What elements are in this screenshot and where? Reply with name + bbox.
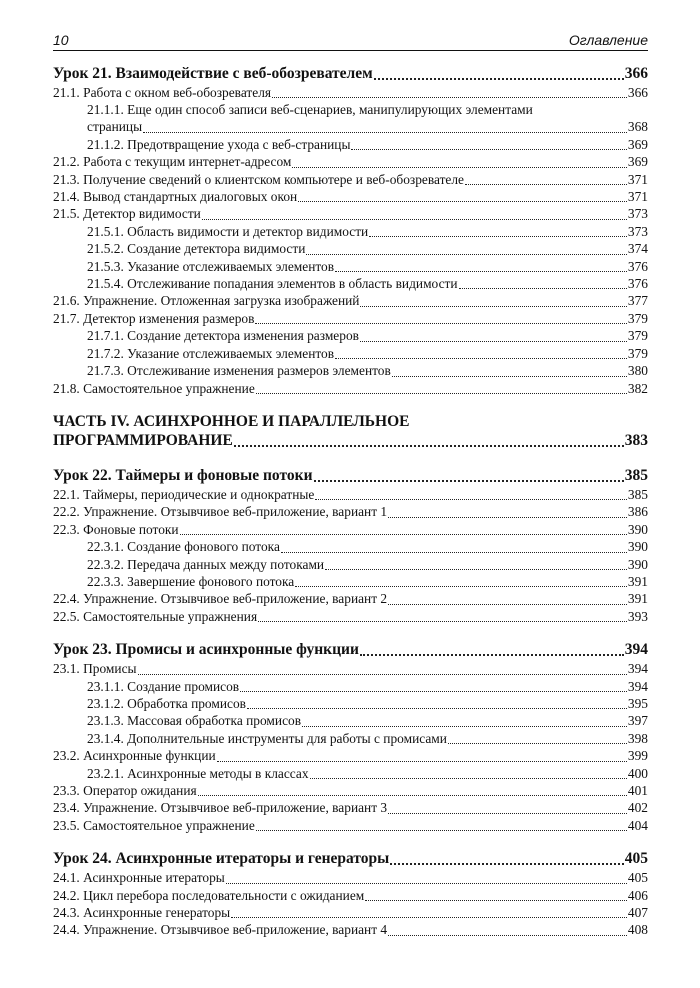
toc-section-entry[interactable] — [53, 486, 648, 503]
dot-leader — [306, 254, 627, 255]
toc-section-entry[interactable] — [53, 205, 648, 222]
toc-section-entry[interactable] — [53, 84, 648, 101]
toc-entry-title: 23.5. Самостоятельное упражнение — [53, 817, 255, 833]
toc-entry-page: 406 — [627, 887, 648, 903]
dot-leader — [459, 288, 627, 289]
toc-subsection-entry[interactable] — [53, 573, 648, 590]
page-number: 10 — [53, 32, 69, 48]
dot-leader — [231, 917, 627, 918]
toc-subsection-entry[interactable] — [53, 118, 648, 135]
dot-leader — [388, 604, 627, 605]
toc-subsection-entry[interactable] — [53, 730, 648, 747]
toc-entry-title: Урок 24. Асинхронные итераторы и генераторы — [53, 850, 390, 868]
toc-entry-title: 23.1.3. Массовая обработка промисов — [87, 713, 302, 729]
toc-entry-page: 379 — [627, 345, 648, 361]
toc-entry-title: 22.2. Упражнение. Отзывчивое веб-приложение, вариант 1 — [53, 504, 388, 520]
toc-entry-title: 22.1. Таймеры, периодические и однократные — [53, 486, 315, 502]
toc-entry-page: 382 — [627, 380, 648, 396]
toc-section-entry[interactable] — [53, 590, 648, 607]
toc-entry-page: 374 — [627, 241, 648, 257]
toc-entry-title: 23.1.4. Дополнительные инструменты для работы с промисами — [87, 730, 447, 746]
toc-entry-page: 369 — [627, 154, 648, 170]
dot-leader — [256, 393, 627, 394]
dot-leader — [369, 236, 627, 237]
toc-section-entry[interactable] — [53, 310, 648, 327]
toc-subsection-entry[interactable] — [53, 678, 648, 695]
running-header — [53, 32, 648, 51]
toc-entry-page: 401 — [627, 783, 648, 798]
dot-leader — [325, 569, 627, 570]
toc-entry-page: 368 — [627, 119, 648, 135]
toc-section-entry[interactable] — [53, 503, 648, 520]
toc-entry-title: 23.2. Асинхронные функции — [53, 748, 216, 764]
toc-entry-page: 405 — [627, 870, 648, 886]
toc-entry-page: 393 — [627, 608, 648, 624]
toc-entry-title: Урок 23. Промисы и асинхронные функции — [53, 641, 359, 659]
dot-leader — [258, 621, 627, 622]
toc-entry-title: 21.7.2. Указание отслеживаемых элементов — [87, 345, 335, 361]
toc-section-entry[interactable] — [53, 921, 648, 938]
toc-entry-title: 22.3. Фоновые потоки — [53, 521, 179, 537]
toc-entry-page: 376 — [627, 258, 648, 274]
toc-entry-title: 24.4. Упражнение. Отзывчивое веб-приложение, вариант 4 — [53, 922, 388, 938]
dot-leader — [360, 654, 624, 656]
toc-entry-title: 21.1.2. Предотвращение ухода с веб-страницы — [87, 136, 351, 152]
toc-entry-title: 21.5.4. Отслеживание попадания элементов в область видимости — [87, 276, 458, 292]
toc-entry-page: 379 — [627, 328, 648, 344]
toc-section-entry[interactable] — [53, 869, 648, 886]
toc-entry-title: 21.2. Работа с текущим интернет-адресом — [53, 154, 292, 170]
dot-leader — [302, 726, 627, 727]
toc-entry-page: 390 — [627, 521, 648, 537]
toc-section-entry[interactable] — [53, 153, 648, 170]
toc-entry-page: 407 — [627, 905, 648, 921]
toc-entry-page: 373 — [627, 206, 648, 222]
dot-leader — [240, 691, 627, 692]
dot-leader — [314, 480, 624, 482]
toc-entry-title: 23.1.2. Обработка промисов — [87, 695, 246, 711]
dot-leader — [351, 149, 626, 150]
toc-entry-title: 21.7.1. Создание детектора изменения размеров — [87, 328, 359, 344]
dot-leader — [465, 184, 627, 185]
toc-entry-title: 21.6. Упражнение. Отложенная загрузка изображений — [53, 293, 360, 309]
dot-leader — [295, 586, 627, 587]
toc-section-entry[interactable] — [53, 292, 648, 309]
toc-entry-title: 21.5.2. Создание детектора видимости — [87, 241, 306, 257]
toc-entry-page: 390 — [627, 556, 648, 572]
toc-entry-title: 21.1. Работа с окном веб-обозревателя — [53, 85, 272, 100]
part-title-line: ЧАСТЬ IV. АСИНХРОННОЕ И ПАРАЛЛЕЛЬНОЕ — [53, 412, 410, 430]
dot-leader — [335, 271, 627, 272]
toc-subsection-entry[interactable] — [53, 556, 648, 573]
toc-entry-page: 383 — [624, 431, 648, 449]
toc-subsection-entry[interactable] — [53, 362, 648, 379]
dot-leader — [143, 132, 627, 133]
toc-entry-title: 21.5. Детектор видимости — [53, 206, 201, 222]
dot-leader — [390, 863, 624, 865]
section-gap — [53, 397, 648, 412]
toc-chapter-entry[interactable] — [53, 466, 648, 486]
dot-leader — [256, 830, 627, 831]
table-of-contents — [53, 64, 648, 939]
toc-entry-title: 23.2.1. Асинхронные методы в классах — [87, 765, 309, 781]
toc-entry-page: 379 — [627, 310, 648, 326]
toc-subsection-entry[interactable] — [53, 538, 648, 555]
toc-subsection-entry[interactable] — [53, 258, 648, 275]
toc-entry-title: 21.7. Детектор изменения размеров — [53, 310, 255, 326]
dot-leader — [315, 499, 627, 500]
toc-entry-page: 371 — [627, 189, 648, 205]
toc-section-entry[interactable] — [53, 782, 648, 799]
dot-leader — [281, 552, 627, 553]
toc-entry-page: 404 — [627, 817, 648, 833]
toc-entry-title: 23.3. Оператор ожидания — [53, 783, 197, 798]
dot-leader — [180, 534, 627, 535]
toc-entry-page: 394 — [627, 661, 648, 677]
dot-leader — [388, 517, 627, 518]
dot-leader — [365, 900, 627, 901]
dot-leader — [202, 219, 627, 220]
toc-subsection-entry[interactable] — [53, 712, 648, 729]
toc-entry-page: 385 — [624, 466, 648, 484]
toc-subsection-entry[interactable] — [53, 327, 648, 344]
toc-entry-page: 408 — [627, 922, 648, 938]
toc-subsection-entry[interactable] — [53, 240, 648, 257]
toc-entry-page: 386 — [627, 504, 648, 520]
toc-subsection-entry[interactable] — [53, 275, 648, 292]
toc-entry-page: 366 — [627, 85, 648, 100]
toc-section-entry[interactable] — [53, 799, 648, 816]
dot-leader — [388, 813, 627, 814]
toc-entry-title: 21.7.3. Отслеживание изменения размеров элементов — [87, 363, 391, 379]
dot-leader — [217, 761, 627, 762]
dot-leader — [388, 935, 627, 936]
toc-subsection-entry[interactable] — [53, 345, 648, 362]
dot-leader — [292, 167, 627, 168]
toc-entry-first-line: 21.1.1. Еще один способ записи веб-сценариев, манипулирующих элементами — [87, 102, 533, 118]
toc-entry-title: 23.1. Промисы — [53, 661, 137, 677]
toc-entry-page: 398 — [627, 730, 648, 746]
toc-entry-page: 371 — [627, 171, 648, 187]
toc-entry-page: 400 — [627, 765, 648, 781]
toc-entry-page: 373 — [627, 223, 648, 239]
toc-entry-title: 21.8. Самостоятельное упражнение — [53, 380, 255, 396]
toc-entry-page: 377 — [627, 293, 648, 309]
section-title: Оглавление — [568, 32, 648, 48]
toc-entry-title: 23.1.1. Создание промисов — [87, 678, 240, 694]
toc-entry-title: 22.4. Упражнение. Отзывчивое веб-приложение, вариант 2 — [53, 591, 388, 607]
dot-leader — [226, 883, 627, 884]
toc-entry-title: 21.5.1. Область видимости и детектор видимости — [87, 223, 369, 239]
toc-entry-page: 394 — [624, 641, 648, 659]
toc-entry-title: 24.2. Цикл перебора последовательности с ожиданием — [53, 887, 365, 903]
section-gap — [53, 625, 648, 640]
section-gap — [53, 451, 648, 466]
dot-leader — [448, 743, 627, 744]
dot-leader — [247, 708, 627, 709]
toc-entry-page: 385 — [627, 486, 648, 502]
toc-entry-title: 22.5. Самостоятельные упражнения — [53, 608, 258, 624]
toc-subsection-entry[interactable] — [53, 223, 648, 240]
toc-section-entry[interactable] — [53, 608, 648, 625]
toc-entry-title: Урок 21. Взаимодействие с веб-обозревателем — [53, 65, 373, 82]
toc-entry-page: 376 — [627, 276, 648, 292]
dot-leader — [310, 778, 627, 779]
toc-section-entry[interactable] — [53, 817, 648, 834]
toc-entry-title: 24.1. Асинхронные итераторы — [53, 870, 225, 886]
toc-entry-title: 21.5.3. Указание отслеживаемых элементов — [87, 258, 335, 274]
toc-entry-page: 402 — [627, 800, 648, 816]
toc-entry-page: 405 — [624, 850, 648, 868]
toc-entry-page: 369 — [627, 136, 648, 152]
dot-leader — [335, 358, 627, 359]
toc-entry-title: 22.3.3. Завершение фонового потока — [87, 573, 295, 589]
toc-entry-page: 390 — [627, 539, 648, 555]
toc-chapter-entry[interactable] — [53, 849, 648, 869]
dot-leader — [298, 201, 627, 202]
toc-entry-page: 380 — [627, 363, 648, 379]
toc-entry-page: 366 — [624, 65, 648, 82]
toc-section-entry[interactable] — [53, 188, 648, 205]
toc-section-entry[interactable] — [53, 747, 648, 764]
toc-section-entry[interactable] — [53, 904, 648, 921]
toc-entry-page: 394 — [627, 678, 648, 694]
toc-part-entry[interactable] — [53, 431, 648, 451]
toc-section-entry[interactable] — [53, 171, 648, 188]
toc-entry-title: 22.3.2. Передача данных между потоками — [87, 556, 325, 572]
toc-subsection-entry[interactable] — [53, 136, 648, 153]
toc-section-entry[interactable] — [53, 660, 648, 677]
toc-subsection-entry[interactable] — [53, 765, 648, 782]
toc-entry-title: ПРОГРАММИРОВАНИЕ — [53, 431, 233, 449]
toc-section-entry[interactable] — [53, 521, 648, 538]
toc-entry-title: Урок 22. Таймеры и фоновые потоки — [53, 466, 313, 484]
toc-entry-title: 24.3. Асинхронные генераторы — [53, 905, 231, 921]
toc-entry-page: 391 — [627, 591, 648, 607]
section-gap — [53, 834, 648, 849]
toc-chapter-entry[interactable] — [53, 640, 648, 660]
toc-entry-title: 23.4. Упражнение. Отзывчивое веб-приложение, вариант 3 — [53, 800, 388, 816]
toc-entry-page: 397 — [627, 713, 648, 729]
toc-entry-page: 391 — [627, 573, 648, 589]
dot-leader — [360, 306, 626, 307]
dot-leader — [374, 78, 624, 80]
dot-leader — [360, 341, 627, 342]
toc-section-entry[interactable] — [53, 380, 648, 397]
toc-entry-title: 21.3. Получение сведений о клиентском компьютере и веб-обозревателе — [53, 171, 464, 187]
dot-leader — [392, 376, 627, 377]
toc-section-entry[interactable] — [53, 887, 648, 904]
dot-leader — [272, 97, 627, 98]
toc-entry-title: 21.4. Вывод стандартных диалоговых окон — [53, 189, 298, 205]
toc-chapter-entry[interactable] — [53, 64, 648, 84]
toc-entry-title: 22.3.1. Создание фонового потока — [87, 539, 280, 555]
toc-entry-page: 395 — [627, 695, 648, 711]
toc-entry-title: страницы — [87, 119, 143, 135]
toc-entry-page: 399 — [627, 748, 648, 764]
toc-subsection-entry[interactable] — [53, 695, 648, 712]
dot-leader — [138, 674, 627, 675]
dot-leader — [234, 445, 624, 447]
dot-leader — [198, 795, 627, 796]
dot-leader — [255, 323, 626, 324]
